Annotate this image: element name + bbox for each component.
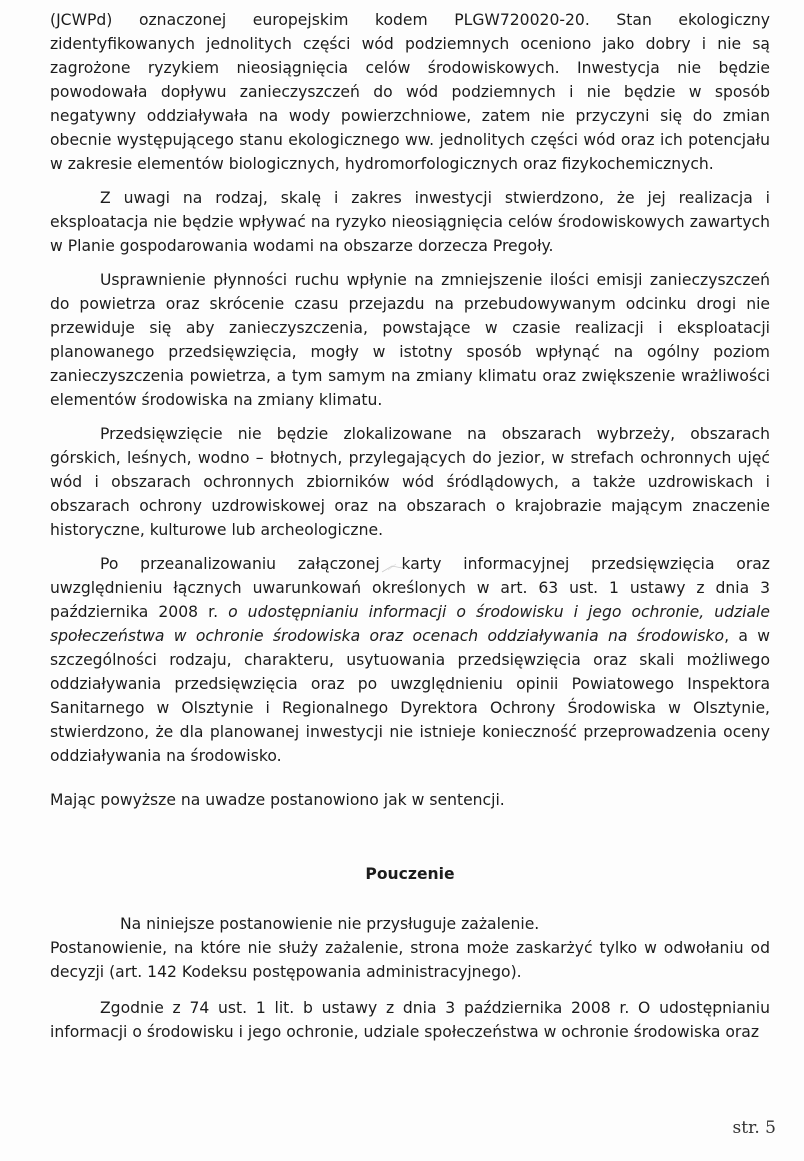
pouczenie-line-1: Na niniejsze postanowienie nie przysługuje zażalenie. xyxy=(120,915,540,933)
analysis-text-after: , a w szczególności rodzaju, charakteru, usytuowania przedsięwzięcia oraz skali możliwego oddziaływania przedsięwzięcia oraz po uwzględnieniu opinii Powiatowego Inspektora Sanitarnego w Olsztynie i Regionalnego Dyrektora Ochrony Środowiska w Olsztynie, stwierdzono, że dla planowanej inwestycji nie istnieje konieczność przeprowadzenia oceny oddziaływania na środowisko. xyxy=(50,627,770,765)
analysis-text-before: Po przeanalizowaniu załączonej karty informacyjnej przedsięwzięcia oraz uwzględnieniu łącznych uwarunkowań określonych w art. 63 ust. 1 ustawy z dnia 3 października 2008 r. xyxy=(50,555,770,621)
pouczenie-line-3: Zgodnie z 74 ust. 1 lit. b ustawy z dnia 3 października 2008 r. O udostępnianiu informacji o środowisku i jego ochronie, udziale społeczeństwa w ochronie środowiska oraz xyxy=(50,999,770,1041)
act-title-italic: o udostępnianiu informacji o środowisku i jego ochronie, udziale społeczeństwa w ochronie środowiska oraz ocenach oddziaływania na środowisko xyxy=(50,603,770,645)
pouczenie-line-2: Postanowienie, na które nie służy zażalenie, strona może zaskarżyć tylko w odwołaniu od decyzji (art. 142 Kodeksu postępowania administracyjnego). xyxy=(50,939,770,981)
page-number: str. 5 xyxy=(732,1118,776,1138)
paragraph-air-emissions: Usprawnienie płynności ruchu wpłynie na zmniejszenie ilości emisji zanieczyszczeń do powietrza oraz skrócenie czasu przejazdu na przebudowywanym odcinku drogi nie przewiduje się aby zanieczyszczenia, powstające w czasie realizacji i eksploatacji planowanego przedsięwzięcia, mogły w istotny sposób wpłynąć na ogólny poziom zanieczyszczenia powietrza, a tym samym na zmiany klimatu oraz zwiększenie wrażliwości elementów środowiska na zmiany klimatu. xyxy=(50,271,770,409)
document-body xyxy=(50,8,770,1044)
paragraph-environmental-goals: Z uwagi na rodzaj, skalę i zakres inwestycji stwierdzono, że jej realizacja i eksploatacja nie będzie wpływać na ryzyko nieosiągnięcia celów środowiskowych zawartych w Planie gospodarowania wodami na obszarze dorzecza Pregoły. xyxy=(50,189,770,255)
paragraph-jcwpd: (JCWPd) oznaczonej europejskim kodem PLGW720020-20. Stan ekologiczny zidentyfikowanych jednolitych części wód podziemnych oceniono jako dobry i nie są zagrożone ryzykiem nieosiągnięcia celów środowiskowych. Inwestycja nie będzie powodowała dopływu zanieczyszczeń do wód podziemnych i nie będzie w sposób negatywny oddziaływała na wody powierzchniowe, zatem nie przyczyni się do zmian obecnie występującego stanu ekologicznego ww. jednolitych części wód oraz ich potencjału w zakresie elementów biologicznych, hydromorfologicznych oraz fizykochemicznych. xyxy=(50,11,770,173)
paragraph-conclusion: Mając powyższe na uwadze postanowiono jak w sentencji. xyxy=(50,791,505,809)
pouczenie-heading: Pouczenie xyxy=(365,865,455,883)
paragraph-location: Przedsięwzięcie nie będzie zlokalizowane na obszarach wybrzeży, obszarach górskich, leśnych, wodno – błotnych, przylegających do jezior, w strefach ochronnych ujęć wód i obszarach ochronnych zbiorników wód śródlądowych, a także uzdrowiskach i obszarach ochrony uzdrowiskowej oraz na obszarach o krajobrazie mającym znaczenie historyczne, kulturowe lub archeologiczne. xyxy=(50,425,770,539)
paragraph-analysis xyxy=(50,552,770,768)
